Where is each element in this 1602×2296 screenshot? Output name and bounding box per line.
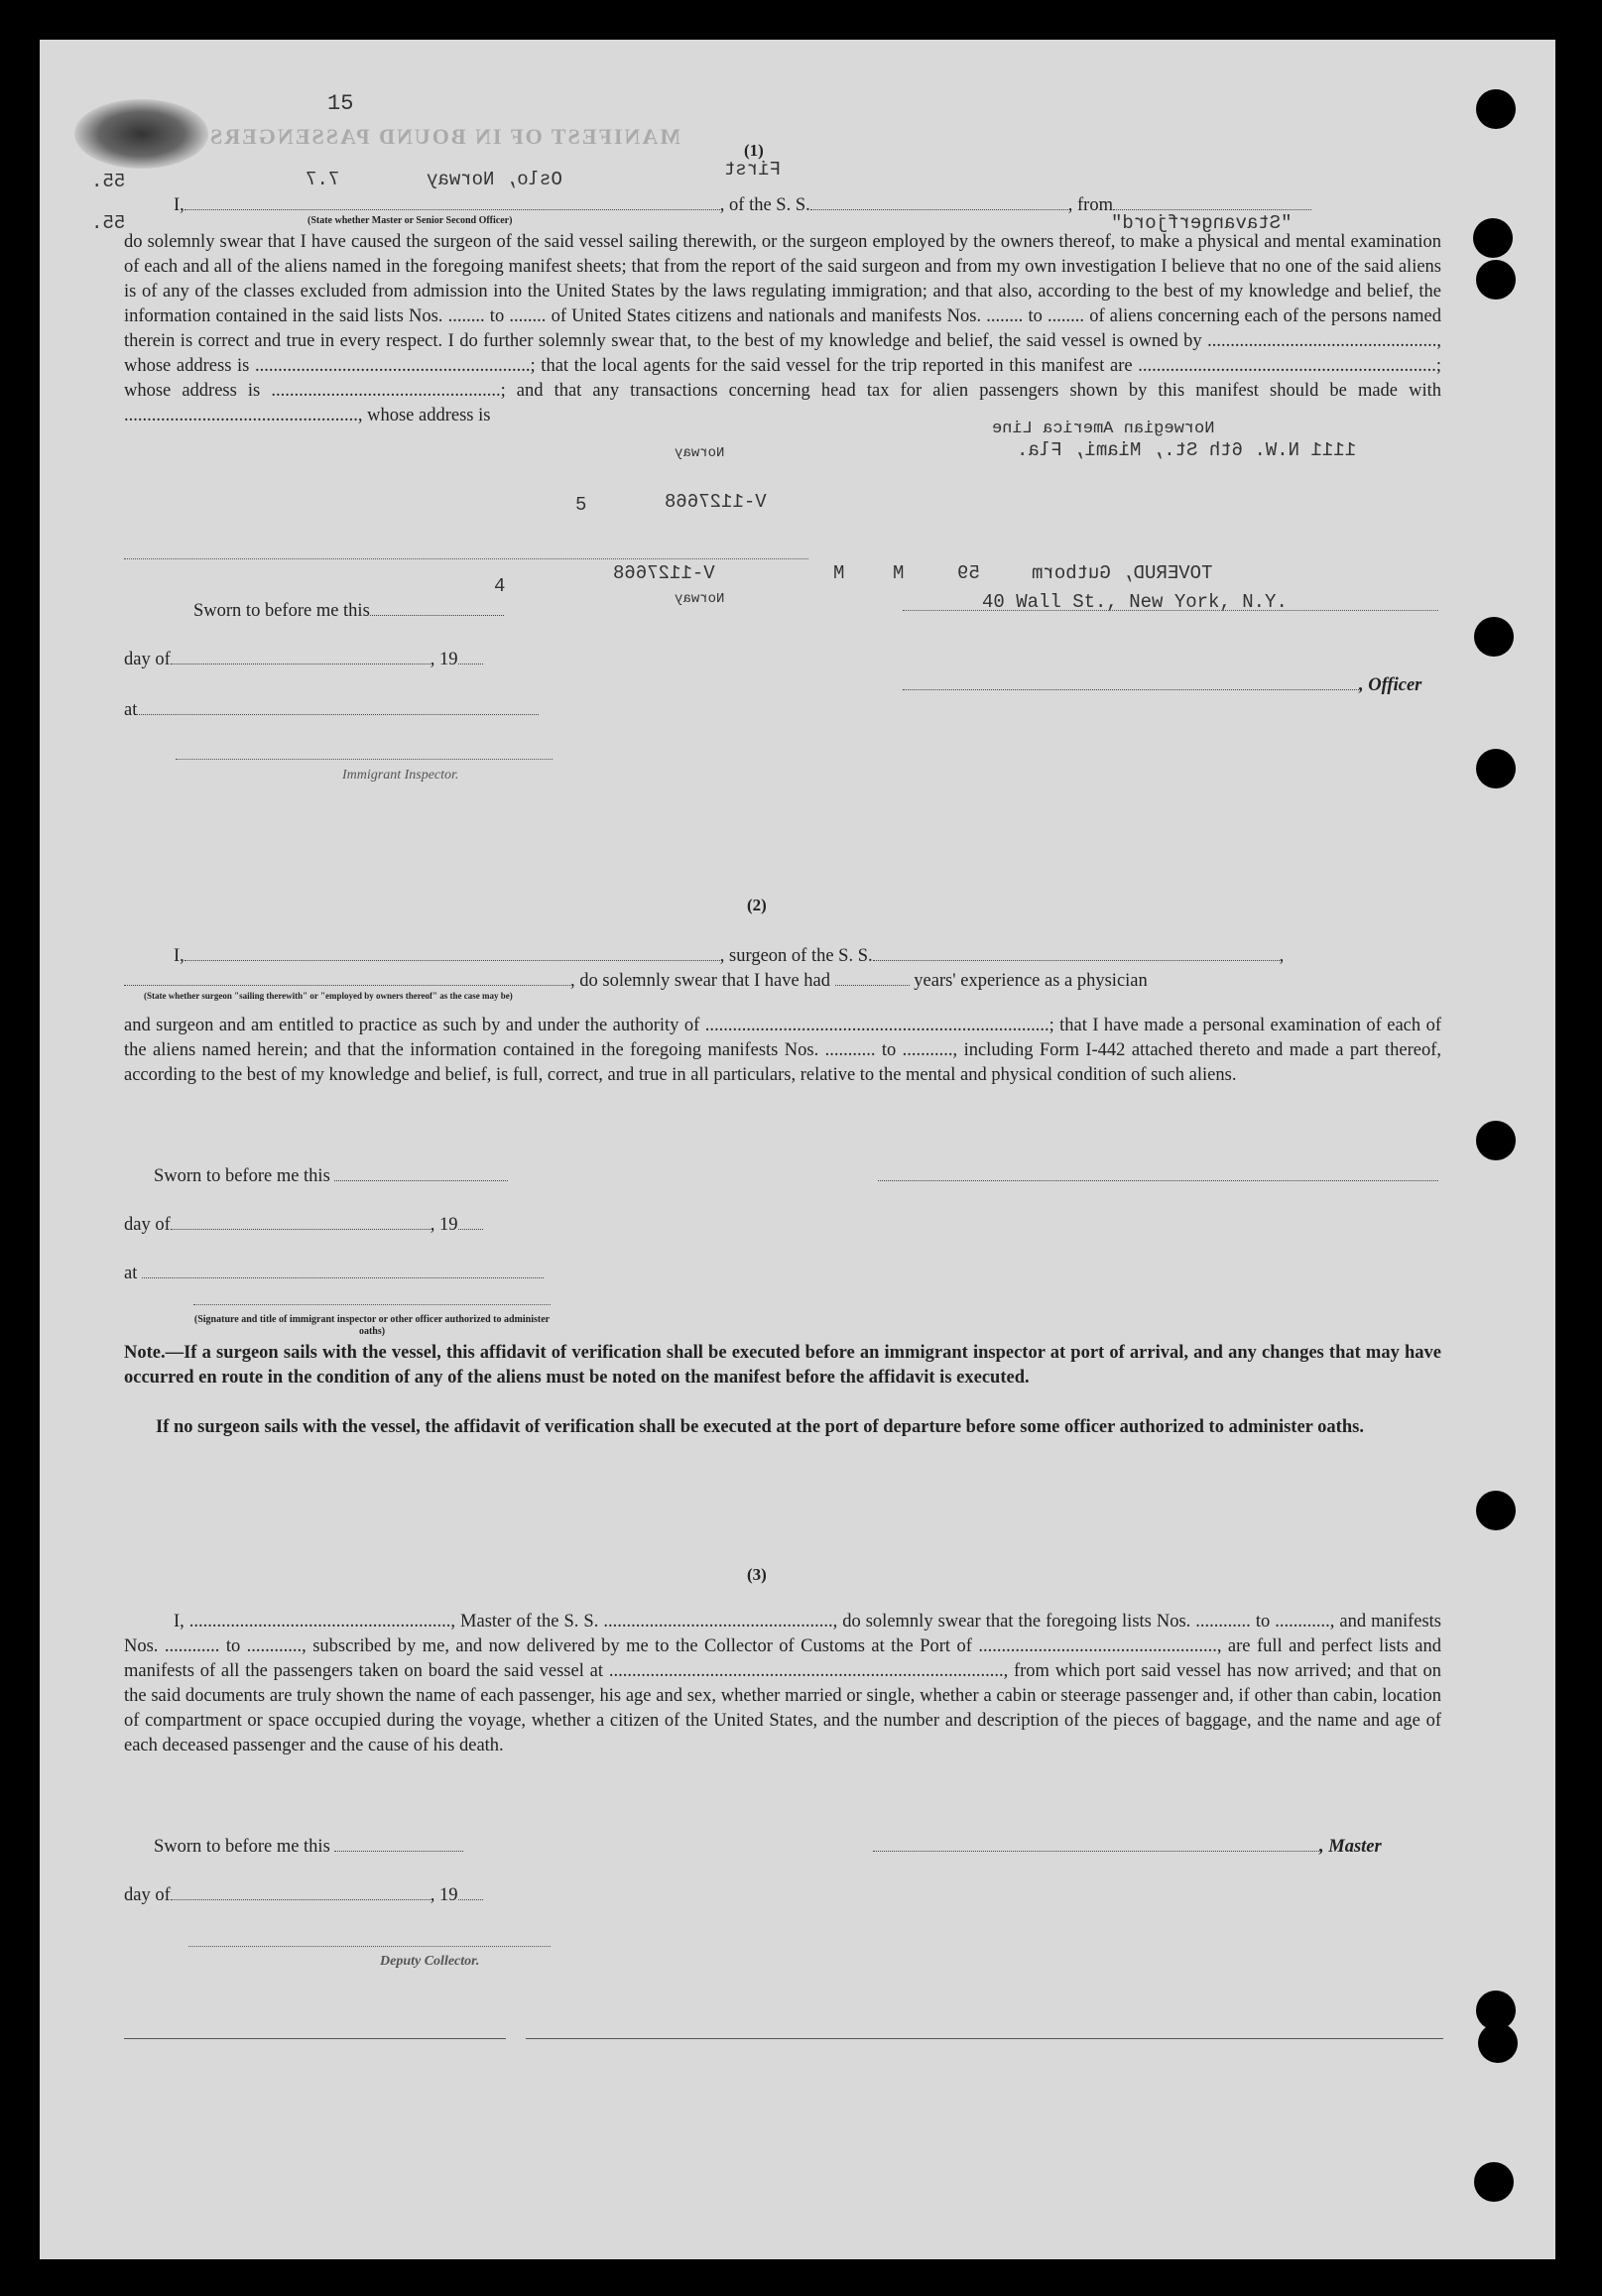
typed-4: 4 xyxy=(494,575,506,597)
s1-from-field[interactable] xyxy=(1113,191,1311,210)
s2-ship-field[interactable] xyxy=(873,942,1280,961)
s2-day-of: day of , 19 xyxy=(124,1211,483,1236)
page-number: 15 xyxy=(327,91,354,116)
typed-owner-address: 1111 N.W. 6th St., Miami, Fla. xyxy=(1017,439,1357,461)
s2-signature-line xyxy=(193,1304,551,1305)
s3-day-of: day of , 19 xyxy=(124,1881,483,1906)
typed-ship-name: "Stavangerfjord" xyxy=(1111,212,1293,234)
typed-owner: Norway xyxy=(675,445,725,461)
s2-note-2: If no surgeon sails with the vessel, the affidavit of verification shall be executed at the port of departure before some officer authorized to administer oaths. xyxy=(156,1417,1364,1437)
section-1-number: (1) xyxy=(744,141,764,160)
punch-hole xyxy=(1474,617,1514,657)
s3-master: , Master xyxy=(873,1833,1382,1858)
punch-hole xyxy=(1476,260,1516,300)
s2-line2-sub: (State whether surgeon "sailing therewith" or "employed by owners thereof" as the case may be) xyxy=(144,991,513,1001)
s1-ship-field[interactable] xyxy=(810,191,1068,210)
s2-note-1: Note.—If a surgeon sails with the vessel, this affidavit of verification shall be executed before an immigrant inspector at port of arrival, and any changes that may have occurred en route in the condition of any of the aliens must be noted on the manifest before the affidavit is executed. xyxy=(124,1343,1441,1388)
s2-line1: I, , surgeon of the S. S. , xyxy=(174,942,1284,967)
s3-body: I, ........................................................., Master of the S. S. .................................................., do solemnly swear that the foregoing lists Nos. ............ to ............, and manifests Nos. ............ to ............, subscribed by me, and now delivered by me to the Collector of Customs at the Port of ...................................................., are full and perfect lists and manifests of all the passengers taken on board the said vessel at ......................................................................................, from which port said vessel has now arrived; and that on the said documents are truly shown the name of each passenger, his age and sex, whether married or single, whether a cabin or steerage passenger and, if other than cabin, location of compartment or space occupied during the voyage, whether a citizen of the United States, and the number and description of the pieces of baggage, and the name and age of each deceased passenger and the cause of his death. xyxy=(124,1612,1441,1755)
typed-marital: M xyxy=(893,562,905,584)
s1-day-of: day of , 19 xyxy=(124,646,483,670)
s1-sworn: Sworn to before me this xyxy=(193,597,504,622)
typed-5: 5 xyxy=(575,494,587,516)
punch-hole xyxy=(1476,89,1516,129)
typed-agent-num: V-1127668 xyxy=(665,491,767,513)
punch-hole xyxy=(1476,1491,1516,1530)
s2-sign-line[interactable] xyxy=(878,1162,1438,1186)
typed-wall-st: 40 Wall St., New York, N.Y. xyxy=(982,591,1288,613)
s1-officer-field[interactable] xyxy=(903,671,1359,690)
s1-body: do solemnly swear that I have caused the surgeon of the said vessel sailing therewith, or the surgeon employed by the owners thereof, to make a physical and mental examination of each and all of the aliens named in the foregoing manifest sheets; that from the report of the said surgeon and from my own investigation I believe that no one of the said aliens is of any of the classes excluded from admission into the United States by the laws regulating immigration; and that also, according to the best of my knowledge and belief, the information contained in the said lists Nos. ........ to ........ of United States citizens and nationals and manifests Nos. ........ to ........ of aliens concerning each of the persons named therein is correct and true in every respect. I do further solemnly swear that, to the best of my knowledge and belief, the said vessel is owned by .................................................., whose address is ............................................................; that the local agents for the said vessel for the trip reported in this manifest are .................................................................; whose address is ..................................................; and that any transactions concerning head tax for alien passengers shown by this manifest should be made with ..................................................., whose address is xyxy=(124,232,1441,425)
typed-agent: Norwegian America Line xyxy=(992,420,1215,438)
punch-hole xyxy=(1476,1121,1516,1160)
punch-hole xyxy=(1474,2162,1514,2202)
typed-passenger-name: TOVERUD, Gutborm xyxy=(1032,562,1213,584)
s2-body: and surgeon and am entitled to practice as such by and under the authority of ...........................................................................; that I have made a personal examination of each of the aliens named herein; and that the information contained in the foregoing manifests Nos. ........... to ..........., including Form I-442 attached thereto and made a part thereof, according to the best of my knowledge and belief, is full, correct, and true in all particulars, relative to the mental and physical condition of such aliens. xyxy=(124,1016,1441,1085)
bleed-through-title: MANIFEST OF IN BOUND PASSENGERS xyxy=(208,124,680,149)
s1-rule-right xyxy=(903,610,1438,611)
typed-age: 59 xyxy=(957,562,980,584)
typed-sex: M xyxy=(833,562,845,584)
typed-55b: 55. xyxy=(91,212,126,234)
s3-collector-label: Deputy Collector. xyxy=(380,1954,480,1969)
s2-day-field[interactable] xyxy=(171,1211,431,1230)
s2-name-field[interactable] xyxy=(185,942,720,961)
s2-at: at xyxy=(124,1260,544,1284)
s1-name-field[interactable] xyxy=(185,191,720,210)
s2-at-field[interactable] xyxy=(142,1260,544,1278)
typed-country: Norway xyxy=(675,591,725,607)
typed-55a: 55. xyxy=(91,171,126,192)
punch-hole xyxy=(1473,218,1513,258)
s3-collector-line xyxy=(188,1946,551,1947)
s3-sworn: Sworn to before me this xyxy=(154,1833,463,1858)
s1-from-label: , from xyxy=(1067,195,1113,215)
punch-hole xyxy=(1478,2023,1518,2063)
typed-num: 7.7 xyxy=(306,169,340,190)
s2-signature-note: (Signature and title of immigrant inspector or other officer authorized to administer oaths) xyxy=(193,1314,551,1337)
s1-i-label: I, xyxy=(174,195,185,215)
ink-smudge xyxy=(74,99,208,169)
s1-of-ss-label: , of the S. S. xyxy=(719,195,810,215)
typed-passenger-id: V-1127668 xyxy=(613,562,715,584)
punch-hole xyxy=(1476,749,1516,788)
s1-rule xyxy=(124,558,808,559)
s2-sworn: Sworn to before me this xyxy=(154,1162,508,1187)
s3-master-field[interactable] xyxy=(873,1833,1319,1852)
bottom-rule-left xyxy=(124,2038,506,2039)
s1-at-field[interactable] xyxy=(137,696,539,715)
section-2-number: (2) xyxy=(747,896,767,914)
bottom-rule-right xyxy=(526,2038,1443,2039)
s2-line2: , do solemnly swear that I have had years' experience as a physician xyxy=(124,967,1148,992)
s2-surgeon-type-field[interactable] xyxy=(124,967,570,986)
s1-inspector-label: Immigrant Inspector. xyxy=(342,768,459,783)
s1-day-field[interactable] xyxy=(171,646,431,665)
s1-line1-sub: (State whether Master or Senior Second Officer) xyxy=(308,215,513,226)
s1-inspector-line xyxy=(176,759,553,760)
s1-officer: , Officer xyxy=(903,671,1421,696)
manifest-page xyxy=(40,40,1555,2259)
section-3-number: (3) xyxy=(747,1565,767,1584)
typed-class: First xyxy=(724,159,782,181)
s1-at: at xyxy=(124,696,539,721)
s2-years-field[interactable] xyxy=(835,967,910,986)
s3-day-field[interactable] xyxy=(171,1881,431,1900)
typed-port: Oslo, Norway xyxy=(427,169,562,190)
